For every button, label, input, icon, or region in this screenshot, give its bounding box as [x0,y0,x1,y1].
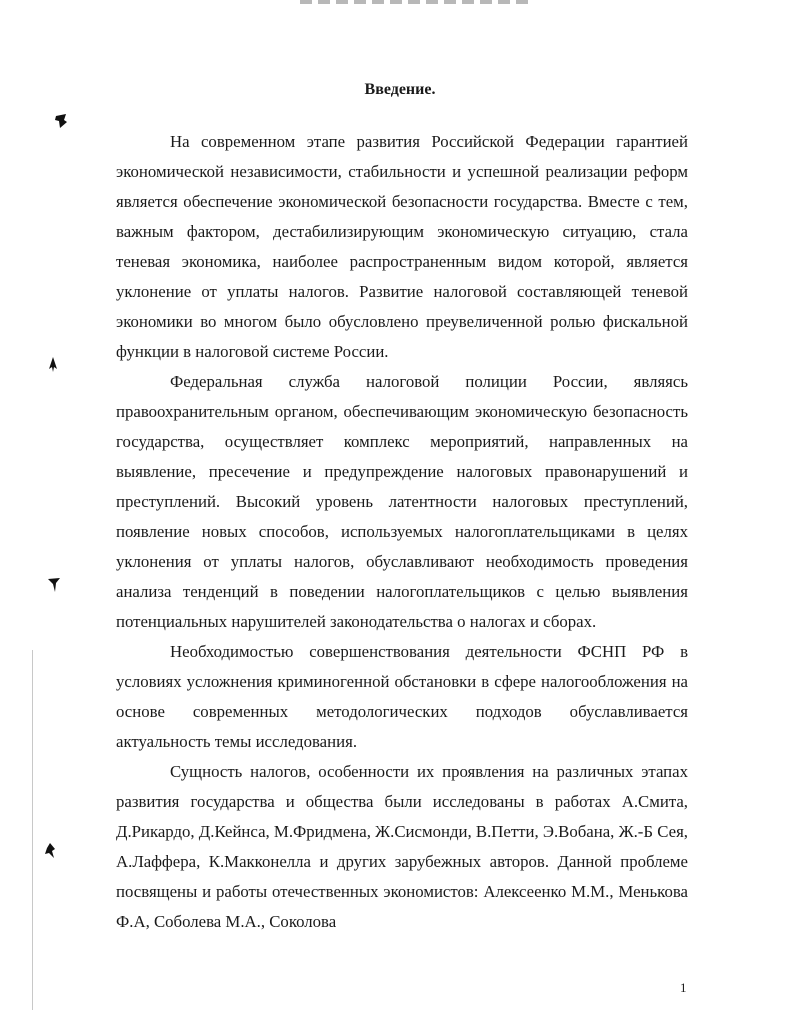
margin-mark-icon [54,112,68,130]
document-title: Введение. [364,81,436,98]
margin-mark-icon [47,576,61,594]
paragraph-4: Сущность налогов, особенности их проявления на различных этапах развития государства и общества были исследованы в работах А.Смита, Д.Рикардо, Д.Кейнса, М.Фридмена, Ж.Сисмонди, В.Петти, Э.Вобана, Ж.-Б Сея, А.Лаффера, К.Макконелла и других зарубежных авторов. Данной проблеме посвящены и работы отечественных экономистов: Алексеенко М.М., Менькова Ф.А, Соболева М.А., Соколова [116,762,688,931]
paragraph-2: Федеральная служба налоговой полиции России, являясь правоохранительным органом, обеспечивающим экономическую безопасность государства, осуществляет комплекс мероприятий, направленных на выявление, пресечение и предупреждение налоговых правонарушений и преступлений. Высокий уровень латентности налоговых преступлений, появление новых способов, используемых налогоплательщиками в целях уклонения от уплаты налогов, обуславливают необходимость проведения анализа тенденций в поведении налогоплательщиков с целью выявления потенциальных нарушителей законодательства о налогах и сборах. [116,372,688,631]
scan-edge-line [32,650,33,1010]
page-number: 1 [680,980,687,995]
paragraph-3: Необходимостью совершенствования деятельности ФСНП РФ в условиях усложнения криминогенной обстановки в сфере налогообложения на основе современных методологических подходов обуславливается актуальность темы исследования. [116,642,688,751]
paragraph-1: На современном этапе развития Российской Федерации гарантией экономической независимости, стабильности и успешной реализации реформ является обеспечение экономической безопасности государства. Вместе с тем, важным фактором, дестабилизирующим экономическую ситуацию, стала теневая экономика, наиболее распространенным видом которой, является уклонение от уплаты налогов. Развитие налоговой составляющей теневой экономики во многом было обусловлено преувеличенной ролью фискальной функции в налоговой системе России. [116,132,688,361]
margin-mark-icon [43,842,57,860]
margin-mark-icon [46,356,60,374]
document-body [116,127,688,937]
scan-artifact [300,0,530,4]
